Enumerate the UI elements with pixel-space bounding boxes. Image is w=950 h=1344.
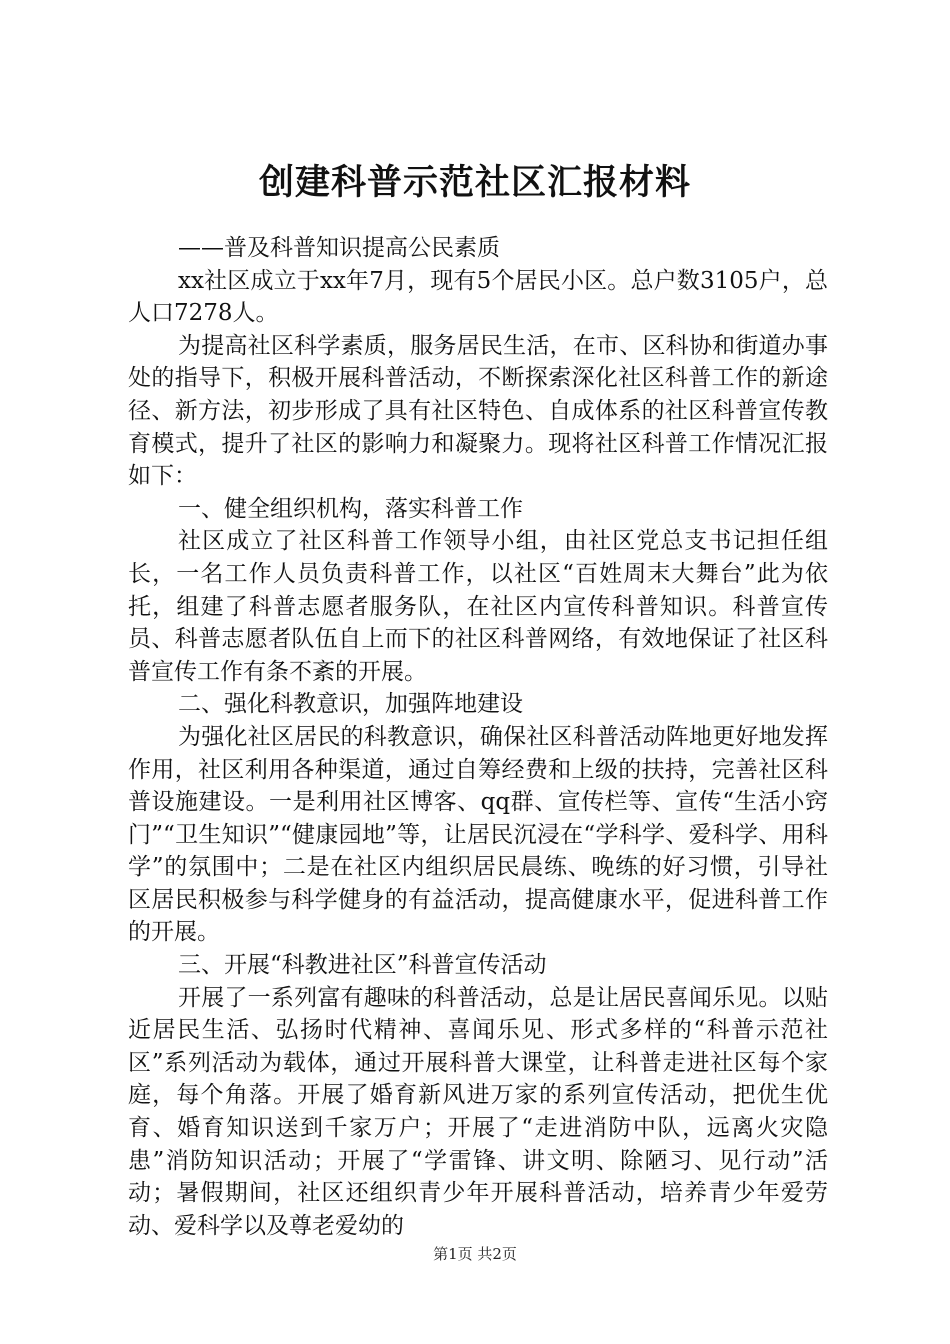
section-heading-1: 一、健全组织机构，落实科普工作 bbox=[178, 495, 523, 522]
paragraph-section-2: 为强化社区居民的科教意识，确保社区科普活动阵地更好地发挥作用，社区利用各种渠道，通过自筹经费和上级的扶持，完善社区科普设施建设。一是利用社区博客、qq群、宣传栏等、宣传“生活小窍门”“卫生知识”“健康园地”等，让居民沉浸在“学科学、爱科学、用科学”的氛围中；二是在社区内组织居民晨练、晚练的好习惯，引导社区居民积极参与科学健身的有益活动，提高健康水平，促进科普工作的开展。 bbox=[128, 723, 828, 946]
document-title: 创建科普示范社区汇报材料 bbox=[258, 162, 691, 203]
paragraph-overview: 为提高社区科学素质，服务居民生活，在市、区科协和街道办事处的指导下，积极开展科普活动，不断探索深化社区科普工作的新途径、新方法，初步形成了具有社区特色、自成体系的社区科普宣传教育模式，提升了社区的影响力和凝聚力。现将社区科普工作情况汇报如下： bbox=[128, 332, 828, 490]
section-heading-2: 二、强化科教意识，加强阵地建设 bbox=[178, 691, 523, 718]
document-body bbox=[128, 232, 828, 1242]
page-footer: 第1页 共2页 bbox=[433, 1245, 517, 1263]
paragraph-section-3: 开展了一系列富有趣味的科普活动，总是让居民喜闻乐见。以贴近居民生活、弘扬时代精神、喜闻乐见、形式多样的“科普示范社区”系列活动为载体，通过开展科普大课堂，让科普走进社区每个家庭，每个角落。开展了婚育新风进万家的系列宣传活动，把优生优育、婚育知识送到千家万户；开展了“走进消防中队，远离火灾隐患”消防知识活动；开展了“学雷锋、讲文明、除陋习、见行动”活动；暑假期间，社区还组织青少年开展科普活动，培养青少年爱劳动、爱科学以及尊老爱幼的 bbox=[128, 984, 828, 1239]
paragraph-intro: xx社区成立于xx年7月，现有5个居民小区。总户数3105户，总人口7278人。 bbox=[128, 267, 828, 327]
section-heading-3: 三、开展“科教进社区”科普宣传活动 bbox=[178, 952, 547, 979]
document-subtitle: ——普及科普知识提高公民素质 bbox=[178, 235, 500, 261]
paragraph-section-1: 社区成立了社区科普工作领导小组，由社区党总支书记担任组长，一名工作人员负责科普工作，以社区“百姓周末大舞台”此为依托，组建了科普志愿者服务队，在社区内宣传科普知识。科普宣传员、科普志愿者队伍自上而下的社区科普网络，有效地保证了社区科普宣传工作有条不紊的开展。 bbox=[128, 528, 828, 685]
